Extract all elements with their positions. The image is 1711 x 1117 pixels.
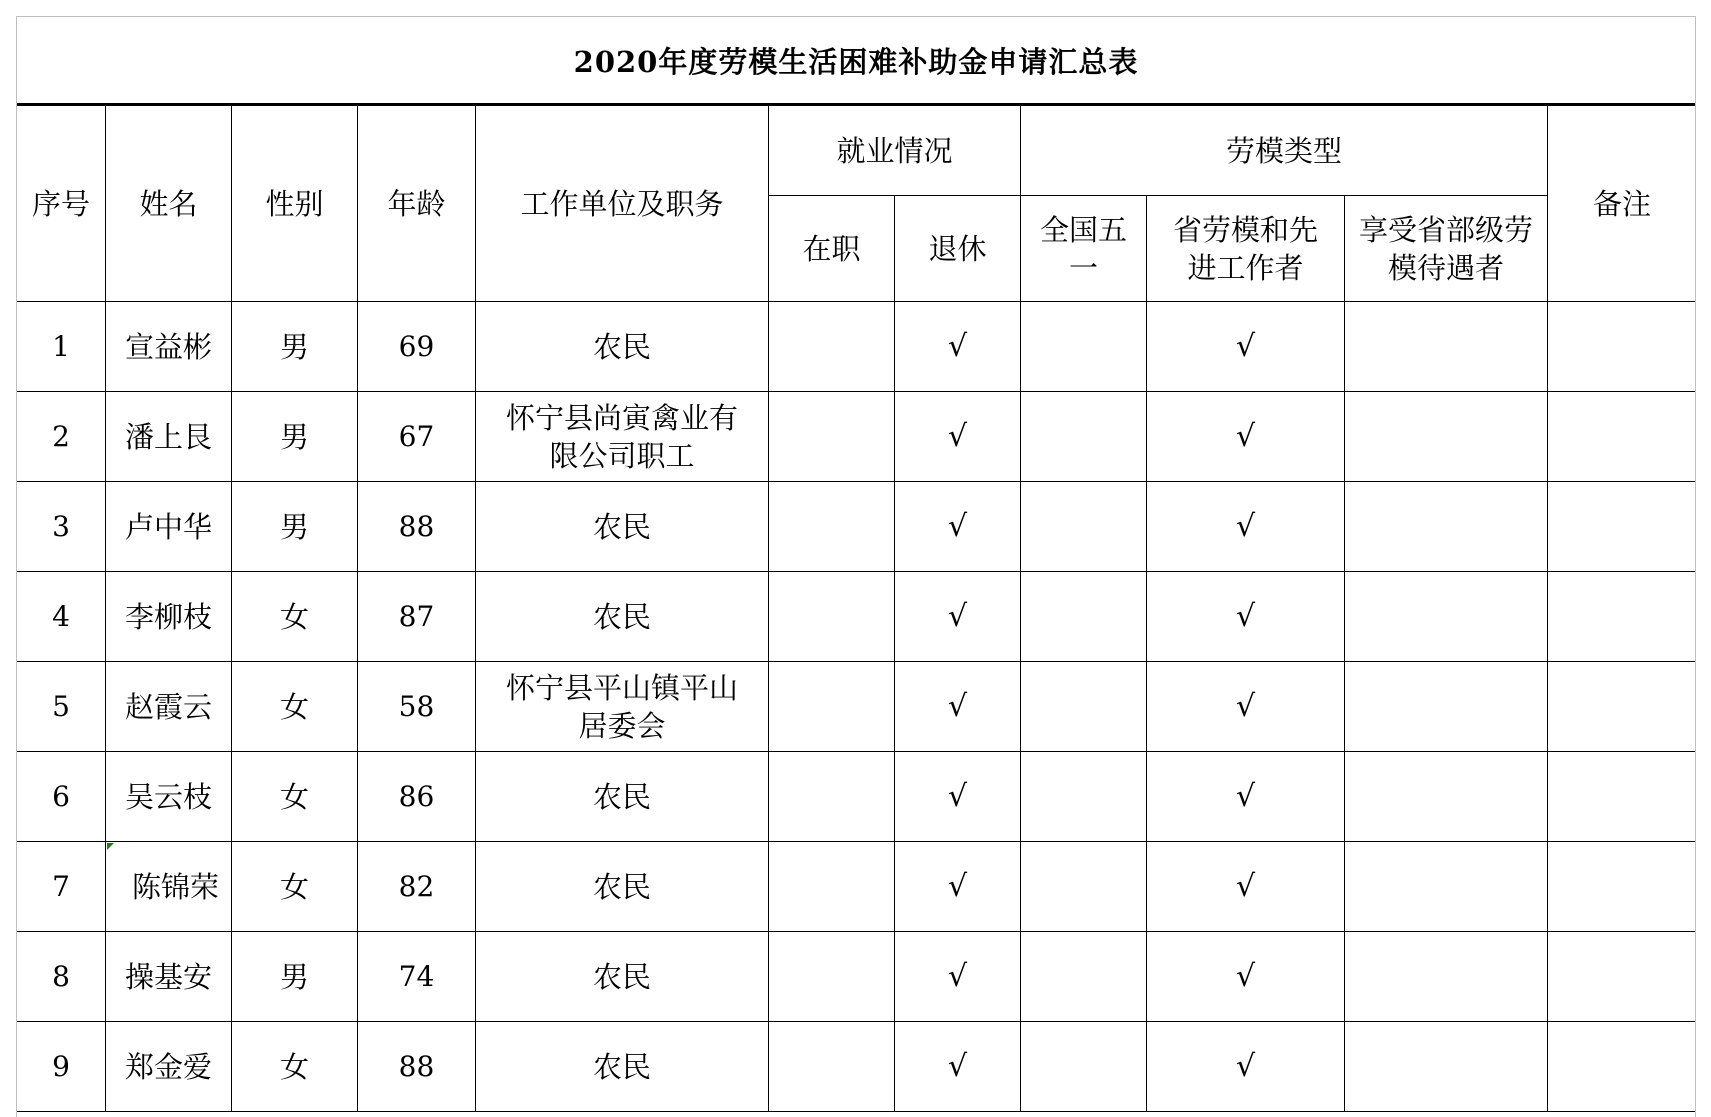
cell-index[interactable]: 2 — [17, 392, 106, 482]
cell-index[interactable]: 4 — [17, 572, 106, 662]
table-row — [17, 482, 1697, 572]
cell-gender[interactable]: 男 — [232, 392, 358, 482]
cell-remarks[interactable] — [1548, 842, 1696, 932]
cell-employed[interactable] — [769, 662, 895, 752]
header-ministerial-text: 享受省部级劳模待遇者 — [1359, 212, 1534, 285]
header-employment-group[interactable]: 就业情况 — [769, 106, 1021, 196]
cell-workplace[interactable] — [476, 842, 769, 932]
cell-remarks[interactable] — [1548, 662, 1696, 752]
cell-age[interactable]: 67 — [358, 392, 476, 482]
cell-gender[interactable]: 男 — [232, 932, 358, 1022]
cell-provincial[interactable]: √ — [1147, 1022, 1345, 1112]
cell-workplace-text: 农民 — [592, 779, 651, 814]
cell-index[interactable]: 7 — [17, 842, 106, 932]
cell-workplace-text: 农民 — [592, 1049, 651, 1084]
cell-workplace-text: 农民 — [592, 959, 651, 994]
table-row — [17, 392, 1697, 482]
cell-employed[interactable] — [769, 572, 895, 662]
cell-remarks[interactable] — [1548, 932, 1696, 1022]
cell-name[interactable]: 卢中华 — [106, 482, 232, 572]
table-row — [17, 1022, 1697, 1112]
cell-age[interactable]: 82 — [358, 842, 476, 932]
cell-index[interactable]: 1 — [17, 302, 106, 392]
cell-index[interactable]: 9 — [17, 1022, 106, 1112]
cell-provincial[interactable]: √ — [1147, 482, 1345, 572]
header-national[interactable] — [1021, 196, 1147, 302]
cell-name[interactable]: 操基安 — [106, 932, 232, 1022]
cell-workplace[interactable] — [476, 392, 769, 482]
cell-gender[interactable]: 女 — [232, 662, 358, 752]
cell-retired[interactable]: √ — [895, 662, 1021, 752]
cell-gender[interactable]: 女 — [232, 1022, 358, 1112]
cell-retired[interactable]: √ — [895, 482, 1021, 572]
cell-gender[interactable]: 女 — [232, 752, 358, 842]
cell-employed[interactable] — [769, 1022, 895, 1112]
cell-workplace-text: 农民 — [592, 869, 651, 904]
cell-name[interactable]: 郑金爱 — [106, 1022, 232, 1112]
header-retired[interactable]: 退休 — [895, 196, 1021, 302]
cell-provincial[interactable]: √ — [1147, 572, 1345, 662]
cell-employed[interactable] — [769, 482, 895, 572]
cell-retired[interactable]: √ — [895, 302, 1021, 392]
header-name[interactable]: 姓名 — [106, 106, 232, 302]
cell-employed[interactable] — [769, 392, 895, 482]
cell-age[interactable]: 58 — [358, 662, 476, 752]
cell-gender[interactable]: 男 — [232, 302, 358, 392]
cell-ministerial[interactable] — [1345, 302, 1548, 392]
cell-workplace[interactable] — [476, 752, 769, 842]
cell-workplace[interactable] — [476, 482, 769, 572]
cell-national[interactable] — [1021, 482, 1147, 572]
header-index[interactable]: 序号 — [17, 106, 106, 302]
cell-workplace-text: 农民 — [592, 509, 651, 544]
table-row — [17, 842, 1697, 932]
cell-name[interactable]: 宣益彬 — [106, 302, 232, 392]
table-row — [17, 572, 1697, 662]
cell-age[interactable]: 86 — [358, 752, 476, 842]
cell-name[interactable]: 潘上艮 — [106, 392, 232, 482]
cell-index[interactable]: 3 — [17, 482, 106, 572]
header-row-group — [17, 106, 1697, 196]
header-workplace[interactable]: 工作单位及职务 — [476, 106, 769, 302]
cell-provincial[interactable]: √ — [1147, 662, 1345, 752]
cell-gender[interactable]: 男 — [232, 482, 358, 572]
header-provincial-text: 省劳模和先进工作者 — [1173, 212, 1319, 285]
cell-retired[interactable]: √ — [895, 392, 1021, 482]
header-employed[interactable]: 在职 — [769, 196, 895, 302]
cell-national[interactable] — [1021, 1022, 1147, 1112]
header-provincial[interactable] — [1147, 196, 1345, 302]
cell-workplace[interactable] — [476, 572, 769, 662]
cell-national[interactable] — [1021, 302, 1147, 392]
cell-provincial[interactable]: √ — [1147, 392, 1345, 482]
cell-workplace[interactable] — [476, 662, 769, 752]
cell-retired[interactable]: √ — [895, 932, 1021, 1022]
cell-gender[interactable]: 女 — [232, 572, 358, 662]
cell-employed[interactable] — [769, 752, 895, 842]
table-title[interactable]: 2020年度劳模生活困难补助金申请汇总表 — [17, 17, 1695, 105]
cell-remarks[interactable] — [1548, 752, 1696, 842]
header-age[interactable]: 年龄 — [358, 106, 476, 302]
header-national-text: 全国五一 — [1040, 212, 1128, 285]
cell-retired[interactable]: √ — [895, 572, 1021, 662]
cell-provincial[interactable]: √ — [1147, 302, 1345, 392]
cell-remarks[interactable] — [1548, 572, 1696, 662]
cell-provincial[interactable]: √ — [1147, 752, 1345, 842]
cell-age[interactable]: 88 — [358, 482, 476, 572]
cell-workplace-text: 怀宁县平山镇平山居委会 — [505, 670, 738, 743]
cell-ministerial[interactable] — [1345, 482, 1548, 572]
cell-national[interactable] — [1021, 662, 1147, 752]
cell-index[interactable]: 5 — [17, 662, 106, 752]
header-gender[interactable]: 性别 — [232, 106, 358, 302]
cell-workplace-text: 农民 — [592, 329, 651, 364]
summary-table — [16, 105, 1696, 1112]
cell-workplace[interactable] — [476, 302, 769, 392]
cell-provincial[interactable]: √ — [1147, 932, 1345, 1022]
header-ministerial[interactable] — [1345, 196, 1548, 302]
table-row — [17, 302, 1697, 392]
cell-national[interactable] — [1021, 392, 1147, 482]
cell-ministerial[interactable] — [1345, 662, 1548, 752]
cell-national[interactable] — [1021, 572, 1147, 662]
table-row — [17, 752, 1697, 842]
cell-age[interactable]: 88 — [358, 1022, 476, 1112]
cell-age[interactable]: 87 — [358, 572, 476, 662]
cell-remarks[interactable] — [1548, 482, 1696, 572]
cell-workplace-text: 农民 — [592, 599, 651, 634]
cell-age[interactable]: 74 — [358, 932, 476, 1022]
cell-national[interactable] — [1021, 752, 1147, 842]
table-row — [17, 932, 1697, 1022]
cell-ministerial[interactable] — [1345, 1022, 1548, 1112]
cell-retired[interactable]: √ — [895, 1022, 1021, 1112]
cell-employed[interactable] — [769, 932, 895, 1022]
cell-employed[interactable] — [769, 302, 895, 392]
cell-national[interactable] — [1021, 932, 1147, 1022]
spreadsheet — [16, 16, 1696, 1117]
cell-index[interactable]: 6 — [17, 752, 106, 842]
header-model-group[interactable]: 劳模类型 — [1021, 106, 1548, 196]
cell-retired[interactable]: √ — [895, 842, 1021, 932]
cell-gender[interactable]: 女 — [232, 842, 358, 932]
cell-workplace-text: 怀宁县尚寅禽业有限公司职工 — [505, 400, 738, 473]
cell-ministerial[interactable] — [1345, 392, 1548, 482]
cell-ministerial[interactable] — [1345, 752, 1548, 842]
cell-workplace[interactable] — [476, 932, 769, 1022]
cell-remarks[interactable] — [1548, 302, 1696, 392]
cell-age[interactable]: 69 — [358, 302, 476, 392]
cell-retired[interactable]: √ — [895, 752, 1021, 842]
header-remarks[interactable]: 备注 — [1548, 106, 1696, 302]
table-row — [17, 662, 1697, 752]
cell-name[interactable]: 赵霞云 — [106, 662, 232, 752]
cell-index[interactable]: 8 — [17, 932, 106, 1022]
cell-workplace[interactable] — [476, 1022, 769, 1112]
cell-ministerial[interactable] — [1345, 572, 1548, 662]
cell-remarks[interactable] — [1548, 392, 1696, 482]
cell-employed[interactable] — [769, 842, 895, 932]
cell-national[interactable] — [1021, 842, 1147, 932]
cell-provincial[interactable]: √ — [1147, 842, 1345, 932]
cell-name[interactable]: 李柳枝 — [106, 572, 232, 662]
cell-name[interactable]: 陈锦荣 — [106, 842, 232, 932]
cell-ministerial[interactable] — [1345, 842, 1548, 932]
cell-name[interactable]: 吴云枝 — [106, 752, 232, 842]
cell-ministerial[interactable] — [1345, 932, 1548, 1022]
cell-remarks[interactable] — [1548, 1022, 1696, 1112]
